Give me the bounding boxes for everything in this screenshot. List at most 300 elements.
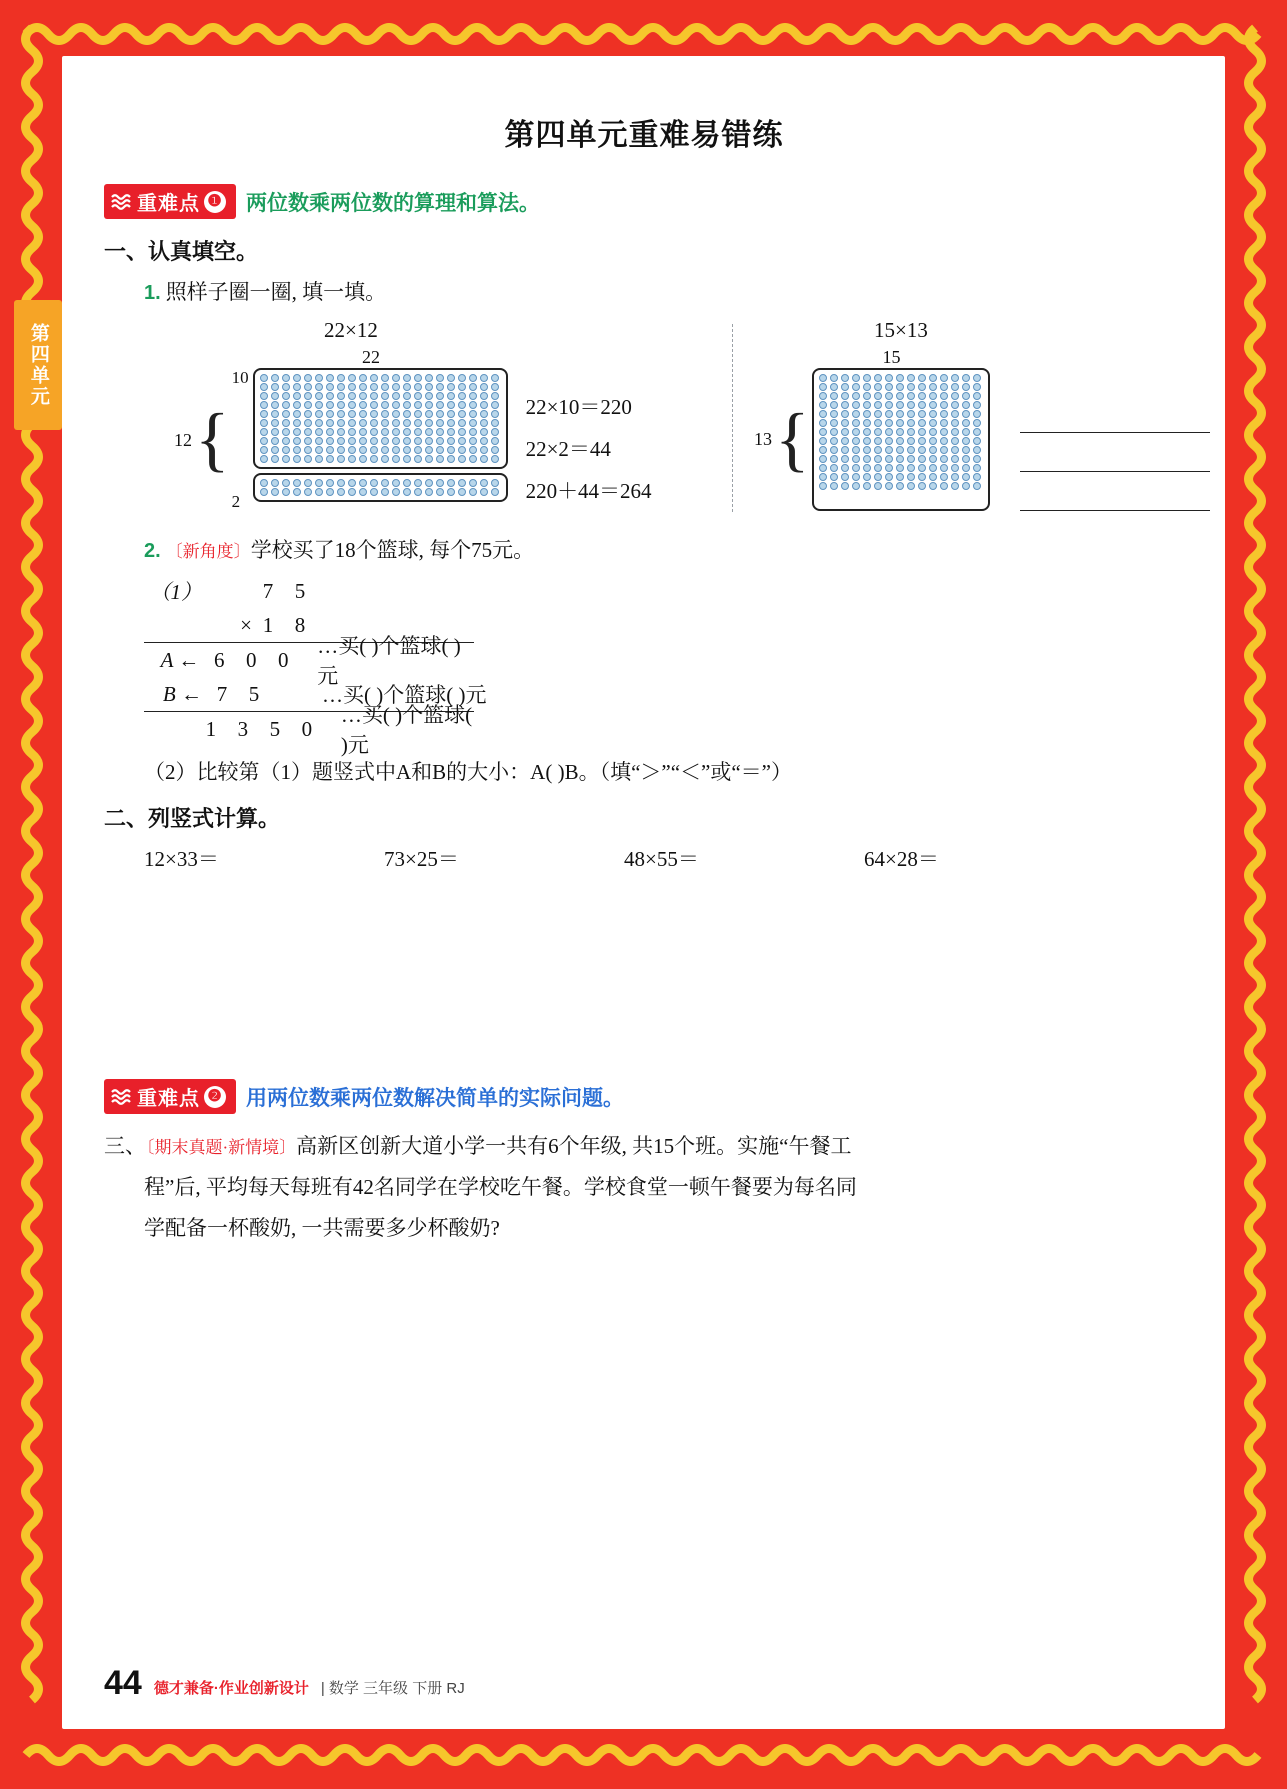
- dot: [260, 383, 268, 391]
- dot: [271, 446, 279, 454]
- vertical-row-5: [144, 703, 474, 757]
- dot: [359, 383, 367, 391]
- dot: [392, 383, 400, 391]
- dot: [348, 383, 356, 391]
- dot: [293, 488, 301, 496]
- dot: [370, 437, 378, 445]
- dot: [852, 383, 860, 391]
- dot: [480, 374, 488, 382]
- question-2-number: 2.: [144, 540, 161, 562]
- dot: [885, 437, 893, 445]
- dot: [841, 428, 849, 436]
- dot: [951, 428, 959, 436]
- dot: [447, 428, 455, 436]
- dot: [271, 488, 279, 496]
- dot: [359, 479, 367, 487]
- dot: [293, 446, 301, 454]
- dot: [469, 488, 477, 496]
- dot: [929, 419, 937, 427]
- question-3-line-2: 程”后, 平均每天每班有42名同学在学校吃午餐。学校食堂一顿午餐要为每名同: [144, 1174, 857, 1199]
- dot: [907, 446, 915, 454]
- dot: [370, 374, 378, 382]
- figure-right-side-label: 13: [754, 429, 772, 449]
- dot: [907, 401, 915, 409]
- dot-grid-right: [819, 374, 983, 490]
- dot: [392, 455, 400, 463]
- dot: [326, 374, 334, 382]
- figure-left-grid-wrap: [174, 368, 732, 512]
- dot: [271, 401, 279, 409]
- dot: [414, 419, 422, 427]
- dot: [381, 479, 389, 487]
- dot: [359, 410, 367, 418]
- dot: [940, 437, 948, 445]
- vertical-tail-3[interactable]: …买( )个篮球( )元: [340, 703, 473, 757]
- dot: [962, 401, 970, 409]
- dot: [918, 392, 926, 400]
- dot: [436, 446, 444, 454]
- dot: [337, 410, 345, 418]
- dot: [819, 428, 827, 436]
- dot: [819, 410, 827, 418]
- dot: [973, 428, 981, 436]
- dot: [414, 410, 422, 418]
- dot: [425, 446, 433, 454]
- keypoint-number: ❶: [204, 191, 226, 213]
- vertical-tail-2[interactable]: …买( )个篮球( )元: [322, 683, 487, 707]
- dot: [425, 437, 433, 445]
- section-head-2: 二、列竖式计算。: [104, 806, 281, 831]
- calc-item[interactable]: 12×33＝: [144, 847, 219, 871]
- dot: [885, 374, 893, 382]
- question-1-number: 1.: [144, 282, 161, 304]
- dot: [918, 374, 926, 382]
- dot: [403, 383, 411, 391]
- dot: [874, 473, 882, 481]
- dot: [469, 410, 477, 418]
- wave-icon-svg: [110, 1087, 132, 1107]
- dot: [841, 446, 849, 454]
- figure-left-top-label: 22: [362, 347, 380, 367]
- dot: [469, 446, 477, 454]
- dot: [348, 455, 356, 463]
- dot: [293, 410, 301, 418]
- dot: [907, 482, 915, 490]
- dot: [830, 473, 838, 481]
- dot: [326, 428, 334, 436]
- dot: [293, 401, 301, 409]
- dot: [392, 437, 400, 445]
- dot: [863, 473, 871, 481]
- dot: [403, 419, 411, 427]
- dot: [929, 446, 937, 454]
- dot: [458, 410, 466, 418]
- dot: [962, 428, 970, 436]
- dot: [425, 401, 433, 409]
- dot: [830, 392, 838, 400]
- dot: [896, 464, 904, 472]
- dot: [973, 410, 981, 418]
- dot: [304, 401, 312, 409]
- work-space[interactable]: [104, 873, 1184, 1073]
- figure-right-brace: [754, 368, 810, 511]
- dot: [907, 410, 915, 418]
- dot: [425, 455, 433, 463]
- dot: [381, 428, 389, 436]
- dot: [973, 374, 981, 382]
- dot: [381, 410, 389, 418]
- dot: [852, 374, 860, 382]
- dot: [874, 437, 882, 445]
- wave-icon-svg: [110, 192, 132, 212]
- dot: [260, 428, 268, 436]
- dot: [940, 401, 948, 409]
- dot: [874, 482, 882, 490]
- dot: [841, 401, 849, 409]
- dot: [951, 383, 959, 391]
- dot: [874, 446, 882, 454]
- dot: [491, 455, 499, 463]
- dot: [271, 383, 279, 391]
- dot: [359, 419, 367, 427]
- figure-right-grid-wrap: [754, 368, 1184, 511]
- dotbox-right: [812, 368, 990, 511]
- dot: [392, 428, 400, 436]
- dot: [885, 455, 893, 463]
- dot: [458, 446, 466, 454]
- vertical-tail-1[interactable]: …买( )个篮球( )元: [317, 634, 461, 688]
- dot: [381, 419, 389, 427]
- dot: [359, 488, 367, 496]
- figure-right-answer-lines[interactable]: [1020, 368, 1210, 511]
- dot: [491, 392, 499, 400]
- dot: [940, 374, 948, 382]
- dot: [436, 401, 444, 409]
- dot: [819, 419, 827, 427]
- dot: [841, 464, 849, 472]
- dot: [896, 392, 904, 400]
- dot: [885, 383, 893, 391]
- dot: [304, 419, 312, 427]
- dot: [819, 464, 827, 472]
- dot: [962, 464, 970, 472]
- dot: [469, 455, 477, 463]
- equation-2: 22×2＝44: [525, 437, 611, 461]
- dot: [830, 401, 838, 409]
- dot: [929, 374, 937, 382]
- dot: [315, 455, 323, 463]
- question-3-tag: 〔期末真题·新情境〕: [146, 1138, 297, 1157]
- dot: [896, 401, 904, 409]
- dot: [282, 419, 290, 427]
- dot: [973, 446, 981, 454]
- dot: [337, 419, 345, 427]
- dot: [293, 479, 301, 487]
- dot: [381, 446, 389, 454]
- digit: 5: [248, 681, 260, 706]
- page-footer: [104, 1664, 465, 1703]
- dot: [458, 383, 466, 391]
- dot: [962, 383, 970, 391]
- dot: [337, 401, 345, 409]
- dot: [480, 410, 488, 418]
- dot: [271, 410, 279, 418]
- dot: [326, 401, 334, 409]
- dot: [392, 401, 400, 409]
- dot: [293, 419, 301, 427]
- dot: [896, 383, 904, 391]
- dot: [841, 482, 849, 490]
- dot: [359, 455, 367, 463]
- dot: [326, 446, 334, 454]
- dot: [315, 488, 323, 496]
- dot: [973, 419, 981, 427]
- dot: [304, 392, 312, 400]
- dot: [841, 437, 849, 445]
- dot: [863, 383, 871, 391]
- dot: [841, 410, 849, 418]
- dot: [896, 455, 904, 463]
- keypoint-1: [104, 184, 1184, 219]
- vertical-digits-4: [206, 682, 270, 707]
- dot-grid-top: [260, 374, 501, 463]
- figure-divider: [732, 324, 734, 512]
- dot: [874, 374, 882, 382]
- dot: [458, 437, 466, 445]
- dot: [414, 455, 422, 463]
- dot: [951, 437, 959, 445]
- dot: [885, 428, 893, 436]
- vertical-row-2: [144, 608, 1184, 642]
- dot: [315, 437, 323, 445]
- dot: [951, 482, 959, 490]
- dot: [841, 374, 849, 382]
- dot: [403, 392, 411, 400]
- dot: [304, 446, 312, 454]
- answer-line[interactable]: [1020, 433, 1210, 472]
- figure-left-sub-label-bottom: 2: [231, 492, 241, 511]
- dot: [392, 446, 400, 454]
- dot: [874, 410, 882, 418]
- figure-left-dotboxes: [253, 368, 508, 512]
- dot: [852, 392, 860, 400]
- dot: [929, 482, 937, 490]
- dot: [480, 479, 488, 487]
- dot: [918, 383, 926, 391]
- calc-item[interactable]: 64×28＝: [864, 847, 939, 871]
- dot: [403, 374, 411, 382]
- question-2-tag: 〔新角度〕: [165, 542, 251, 561]
- dot: [282, 383, 290, 391]
- dot: [918, 428, 926, 436]
- page-title: 第四单元重难易错练: [504, 119, 784, 152]
- dot: [381, 488, 389, 496]
- dot: [359, 446, 367, 454]
- digit: 0: [301, 716, 313, 741]
- dot: [962, 392, 970, 400]
- dot: [414, 488, 422, 496]
- keypoint-badge: [104, 184, 236, 219]
- dot: [337, 437, 345, 445]
- dot: [348, 446, 356, 454]
- answer-line[interactable]: [1020, 394, 1210, 433]
- dot: [907, 419, 915, 427]
- dot: [348, 488, 356, 496]
- dot: [414, 479, 422, 487]
- dot: [447, 374, 455, 382]
- dot: [315, 383, 323, 391]
- dot: [370, 383, 378, 391]
- dot: [491, 410, 499, 418]
- dot: [830, 410, 838, 418]
- calc-item[interactable]: 48×55＝: [624, 847, 699, 871]
- dot: [392, 479, 400, 487]
- dot: [337, 479, 345, 487]
- dot: [326, 383, 334, 391]
- dot: [852, 473, 860, 481]
- dot: [425, 383, 433, 391]
- dot: [271, 479, 279, 487]
- keypoint-2-text: 用两位数乘两位数解决简单的实际问题。: [246, 1086, 624, 1110]
- figure-right-top-label: 15: [882, 347, 901, 367]
- dot: [293, 428, 301, 436]
- dot: [403, 437, 411, 445]
- question-2-part2[interactable]: （2）比较第（1）题竖式中A和B的大小：A( )B。（填“＞”“＜”或“＝”）: [144, 760, 793, 784]
- dot: [863, 410, 871, 418]
- dot: [940, 464, 948, 472]
- dot: [447, 383, 455, 391]
- dot: [852, 428, 860, 436]
- dot: [819, 473, 827, 481]
- dot: [491, 374, 499, 382]
- dot: [293, 437, 301, 445]
- dot: [282, 488, 290, 496]
- dot: [315, 428, 323, 436]
- dot: [282, 401, 290, 409]
- dot: [863, 401, 871, 409]
- dot: [469, 392, 477, 400]
- dot: [447, 419, 455, 427]
- dot: [973, 482, 981, 490]
- keypoint-badge-label: 重难点: [137, 1088, 200, 1110]
- dot: [940, 473, 948, 481]
- dot: [480, 488, 488, 496]
- dot: [348, 392, 356, 400]
- dot: [282, 410, 290, 418]
- dot: [929, 410, 937, 418]
- dot: [863, 455, 871, 463]
- figure-right: [754, 318, 1184, 511]
- dot: [326, 410, 334, 418]
- dot: [403, 446, 411, 454]
- dot: [830, 419, 838, 427]
- vertical-row-3: [144, 634, 474, 688]
- dot: [480, 383, 488, 391]
- question-3-word-problem: [104, 1126, 1184, 1249]
- dot: [491, 383, 499, 391]
- dot: [940, 392, 948, 400]
- dot: [874, 455, 882, 463]
- dot: [896, 473, 904, 481]
- calc-item[interactable]: 73×25＝: [384, 847, 459, 871]
- answer-line[interactable]: [1020, 472, 1210, 511]
- dot: [447, 479, 455, 487]
- dot: [918, 455, 926, 463]
- dot: [852, 410, 860, 418]
- dot: [951, 419, 959, 427]
- dot: [348, 410, 356, 418]
- dot: [304, 410, 312, 418]
- digit: 0: [246, 647, 257, 672]
- dot: [841, 392, 849, 400]
- vertical-operator: ×: [240, 612, 252, 637]
- keypoint-badge-label: 重难点: [137, 193, 200, 215]
- dot: [381, 383, 389, 391]
- dot: [480, 419, 488, 427]
- dot: [436, 383, 444, 391]
- dot: [293, 383, 301, 391]
- dot: [841, 473, 849, 481]
- dot: [293, 455, 301, 463]
- dot: [973, 473, 981, 481]
- dot: [896, 374, 904, 382]
- dot: [841, 383, 849, 391]
- dot: [841, 455, 849, 463]
- dot: [392, 392, 400, 400]
- question-1-text: 照样子圈一圈, 填一填。: [165, 280, 387, 304]
- dot: [874, 392, 882, 400]
- dot: [392, 488, 400, 496]
- figure-left-equations: [526, 368, 652, 512]
- dot: [436, 410, 444, 418]
- dot: [458, 419, 466, 427]
- dot: [929, 437, 937, 445]
- dot: [819, 482, 827, 490]
- dot: [852, 401, 860, 409]
- vertical-label-b: B ←: [162, 681, 202, 706]
- dot: [425, 488, 433, 496]
- dot: [260, 410, 268, 418]
- vertical-multiplication: [144, 574, 1184, 757]
- dot: [819, 401, 827, 409]
- dot: [348, 479, 356, 487]
- dot: [951, 374, 959, 382]
- dot: [874, 383, 882, 391]
- question-2-prompt: [144, 534, 1184, 564]
- wave-icon: [110, 192, 132, 212]
- dot: [271, 374, 279, 382]
- dot: [885, 392, 893, 400]
- dot: [951, 473, 959, 481]
- dot: [874, 428, 882, 436]
- dot: [370, 410, 378, 418]
- dot: [907, 392, 915, 400]
- dot: [885, 419, 893, 427]
- dot: [830, 383, 838, 391]
- dot: [260, 419, 268, 427]
- dot: [469, 419, 477, 427]
- dot: [907, 464, 915, 472]
- dot: [918, 419, 926, 427]
- dot: [940, 446, 948, 454]
- dot: [480, 392, 488, 400]
- dot: [885, 446, 893, 454]
- dot: [929, 392, 937, 400]
- figure-left-side-label: 12: [174, 429, 192, 450]
- dot: [863, 392, 871, 400]
- calculation-row: [144, 843, 1184, 873]
- dot: [337, 446, 345, 454]
